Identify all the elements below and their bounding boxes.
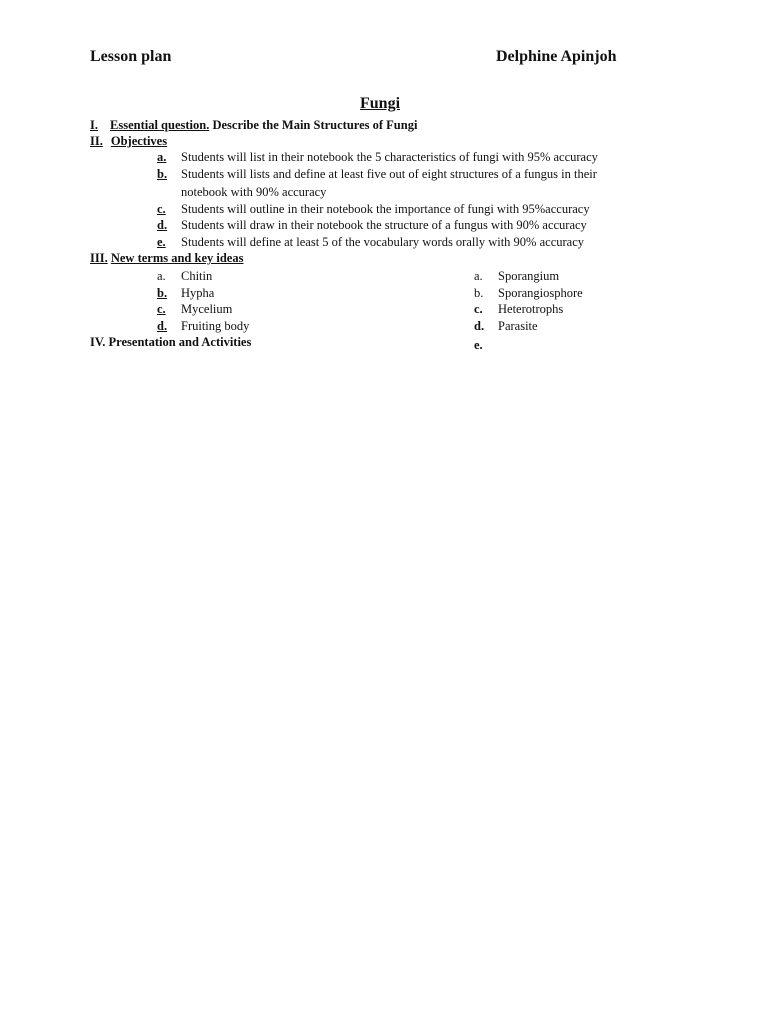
term-marker: d.: [474, 319, 485, 333]
objective-text: Students will outline in their notebook the importance of fungi with 95%accuracy: [181, 202, 590, 216]
section-1-number: I.: [90, 118, 98, 132]
document-title: Fungi: [360, 95, 401, 112]
term-item: [474, 319, 538, 334]
term-item: [474, 338, 498, 353]
term-text: Parasite: [498, 319, 538, 333]
objective-item: [157, 150, 598, 165]
section-1-text: Describe the Main Structures of Fungi: [212, 118, 418, 132]
objective-marker: b.: [157, 167, 168, 181]
term-text: Sporangium: [498, 269, 560, 283]
section-3-label: New terms and key ideas: [110, 251, 244, 265]
section-2-number: II.: [90, 134, 103, 148]
term-item: [157, 319, 249, 334]
section-3-number: III.: [90, 251, 108, 265]
objective-marker: a.: [157, 150, 167, 164]
term-text: Fruiting body: [181, 319, 250, 333]
section-1-label: Essential question.: [110, 118, 210, 132]
objective-marker: c.: [157, 202, 166, 216]
objective-text-continued: notebook with 90% accuracy: [181, 185, 327, 199]
term-text: Hypha: [181, 286, 215, 300]
objective-item: [157, 167, 597, 182]
section-objectives-heading: [90, 134, 167, 149]
objective-item: [157, 218, 587, 233]
objective-marker: e.: [157, 235, 166, 249]
term-item: [157, 302, 232, 317]
objective-text: Students will list in their notebook the 5 characteristics of fungi with 95% accuracy: [181, 150, 598, 164]
term-marker: b.: [157, 286, 168, 300]
term-text: Sporangiosphore: [498, 286, 583, 300]
objective-marker: d.: [157, 218, 168, 232]
term-marker: a.: [157, 269, 166, 283]
section-2-label: Objectives: [110, 134, 168, 148]
term-marker: a.: [474, 269, 483, 283]
term-marker: c.: [474, 302, 483, 316]
term-text: Heterotrophs: [498, 302, 564, 316]
term-marker: d.: [157, 319, 168, 333]
term-item: [157, 269, 212, 284]
objective-text: Students will draw in their notebook the structure of a fungus with 90% accuracy: [181, 218, 587, 232]
objective-item: [157, 202, 590, 217]
term-item: [157, 286, 214, 301]
term-text: Mycelium: [181, 302, 233, 316]
term-text: Chitin: [181, 269, 213, 283]
section-essential-question: [90, 118, 417, 133]
term-marker: c.: [157, 302, 166, 316]
section-presentation-heading: IV. Presentation and Activities: [90, 335, 252, 349]
term-item: [474, 269, 559, 284]
term-marker: e.: [474, 338, 483, 352]
objective-item: [157, 235, 584, 250]
objective-text: Students will lists and define at least five out of eight structures of a fungus in their: [181, 167, 597, 181]
section-new-terms-heading: [90, 251, 243, 266]
header-right: Delphine Apinjoh: [496, 48, 617, 65]
term-item: [474, 286, 583, 301]
term-marker: b.: [474, 286, 484, 300]
header-left: Lesson plan: [90, 48, 172, 65]
objective-text: Students will define at least 5 of the vocabulary words orally with 90% accuracy: [181, 235, 585, 249]
term-item: [474, 302, 563, 317]
